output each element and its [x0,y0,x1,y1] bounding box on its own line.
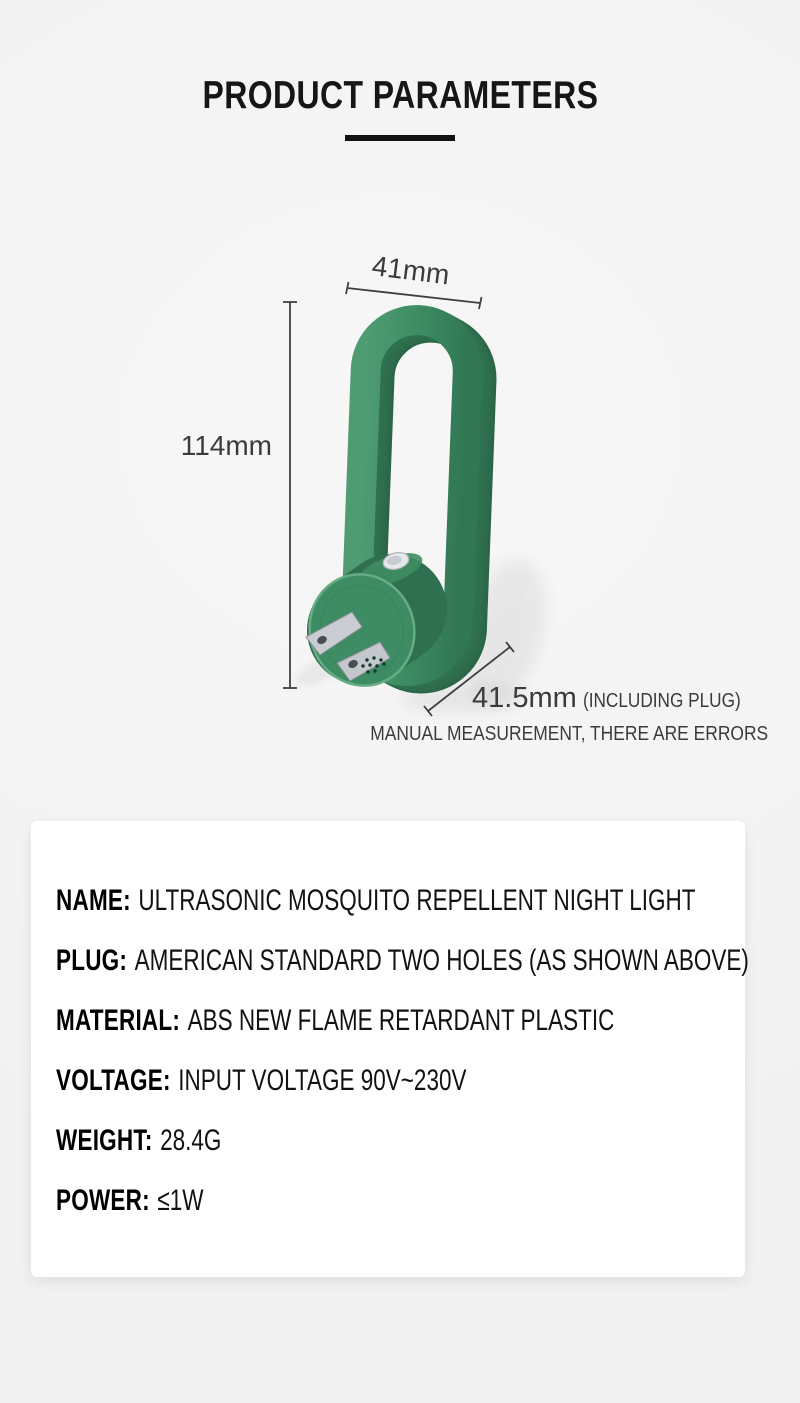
dimension-line-height [283,302,297,688]
depth-dimension-note: (INCLUDING PLUG) [582,690,741,712]
spec-value: AMERICAN STANDARD TWO HOLES (AS SHOWN ABOVE) [134,944,749,977]
spec-row-voltage [56,1051,573,1111]
spec-row-material [56,991,615,1051]
spec-label: NAME: [56,884,131,917]
depth-dimension-value: 41.5mm [472,682,577,714]
spec-value: ABS NEW FLAME RETARDANT PLASTIC [187,1004,615,1037]
page-title: PRODUCT PARAMETERS [202,74,598,117]
spec-label: POWER: [56,1184,150,1217]
spec-row-plug [56,931,749,991]
spec-value: ≤1W [157,1184,204,1217]
spec-label: MATERIAL: [56,1004,181,1037]
width-dimension-label: 41mm [370,250,452,291]
spec-row-weight [56,1111,573,1171]
spec-value: 28.4G [160,1124,222,1157]
measurement-disclaimer: MANUAL MEASUREMENT, THERE ARE ERRORS [370,722,768,745]
spec-card [31,821,749,1277]
spec-label: VOLTAGE: [56,1064,171,1097]
spec-value: INPUT VOLTAGE 90V~230V [178,1064,467,1097]
spec-value: ULTRASONIC MOSQUITO REPELLENT NIGHT LIGHT [138,884,696,917]
height-dimension-label: 114mm [180,430,272,461]
spec-row-name [56,871,696,931]
spec-row-power [56,1171,573,1231]
spec-label: PLUG: [56,944,128,977]
depth-dimension-label [472,683,766,715]
spec-label: WEIGHT: [56,1124,153,1157]
